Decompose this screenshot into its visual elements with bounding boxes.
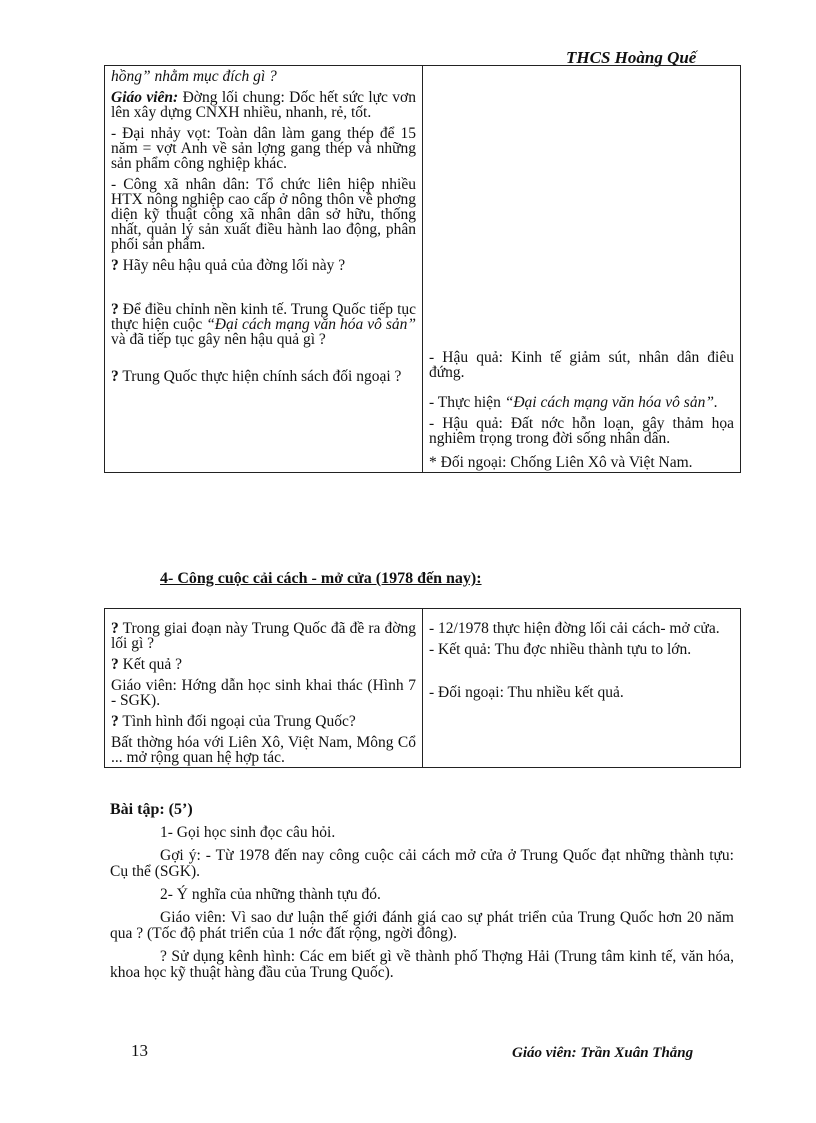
table2-text: Giáo viên: Hớng dẫn học sinh khai thác (Hình 7 - SGK). [111,677,416,709]
exercise-paragraph: 2- Ý nghĩa của những thành tựu đó. [160,886,381,903]
table2-question: ? Trong giai đoạn này Trung Quốc đã đề ra đờng lối gì ? [111,620,416,652]
exercise-paragraph: Gợi ý: - Từ 1978 đến nay công cuộc cải cách mở cửa ở Trung Quốc đạt những thành tựu: Cụ thể (SGK). [110,847,734,880]
table2-answer: - Đối ngoại: Thu nhiều kết quả. [429,684,624,701]
table2-answer: - Kết quả: Thu đợc nhiều thành tựu to lớn. [429,641,692,658]
table1-text: hồng” nhằm mục đích gì ? [111,68,277,85]
table2-text: Bất thờng hóa với Liên Xô, Việt Nam, Mông Cổ ... mở rộng quan hệ hợp tác. [111,734,416,766]
footer-teacher: Giáo viên: Trần Xuân Thắng [512,1045,694,1061]
table1-left-cell [105,66,423,473]
header-school: THCS Hoàng Quế [566,48,697,67]
table1-text: - Đại nhảy vọt: Toàn dân làm gang thép để 15 năm = vợt Anh về sản lợng gang thép và những sản phẩm công nghiệp khác. [111,125,416,172]
exercise-title: Bài tập: (5’) [110,801,193,818]
page-number: 13 [131,1041,148,1060]
table1-right-cell [423,66,741,473]
exercise-paragraph: ? Sử dụng kênh hình: Các em biết gì về thành phố Thợng Hải (Trung tâm kinh tế, văn hóa, khoa học kỹ thuật hàng đầu của Trung Quốc). [110,948,734,981]
table1-answer: - Thực hiện “Đại cách mạng văn hóa vô sản”. [429,394,718,411]
exercise-paragraph: Giáo viên: Vì sao dư luận thế giới đánh giá cao sự phát triển của Trung Quốc hơn 20 năm qua ? (Tốc độ phát triển của 1 nớc đất rộng, ngời đông). [110,909,734,942]
lesson-table-1 [104,65,741,473]
table1-text: Giáo viên: Đờng lối chung: Dốc hết sức lực vơn lên xây dựng CNXH nhiều, nhanh, rẻ, tốt. [111,89,417,121]
table2-right-cell [423,609,741,768]
table1-question: ? Hãy nêu hậu quả của đờng lối này ? [111,257,346,274]
table2-question: ? Kết quả ? [111,656,183,673]
exercise-paragraph: 1- Gọi học sinh đọc câu hỏi. [160,824,336,841]
table1-answer: * Đối ngoại: Chống Liên Xô và Việt Nam. [429,454,693,471]
section-title: 4- Công cuộc cải cách - mở cửa (1978 đến nay): [160,570,482,587]
exercise-section [110,802,734,988]
table1-question: ? Để điều chỉnh nền kinh tế. Trung Quốc tiếp tục thực hiện cuộc “Đại cách mạng văn hóa vô sản” và đã tiếp tục gây nên hậu quả gì ? [111,301,417,348]
table2-answer: - 12/1978 thực hiện đờng lối cải cách- mở cửa. [429,620,720,637]
table1-text: - Công xã nhân dân: Tổ chức liên hiệp nhiều HTX nông nghiệp cao cấp ở nông thôn về phơng diện kỹ thuật công xã nhân dân sở hữu, thống nhất, quản lý sản xuất điều hành lao động, phân phối sản phẩm. [111,176,416,253]
table1-answer: - Hậu quả: Đất nớc hỗn loạn, gây thảm họa nghiêm trọng trong đời sống nhân dân. [429,415,734,447]
table1-answer: - Hậu quả: Kinh tế giảm sút, nhân dân điêu đứng. [429,349,734,381]
table2-question: ? Tình hình đối ngoại của Trung Quốc? [111,713,356,730]
lesson-table-2 [104,608,741,768]
table2-left-cell [105,609,423,768]
table1-question: ? Trung Quốc thực hiện chính sách đối ngoại ? [111,368,402,385]
